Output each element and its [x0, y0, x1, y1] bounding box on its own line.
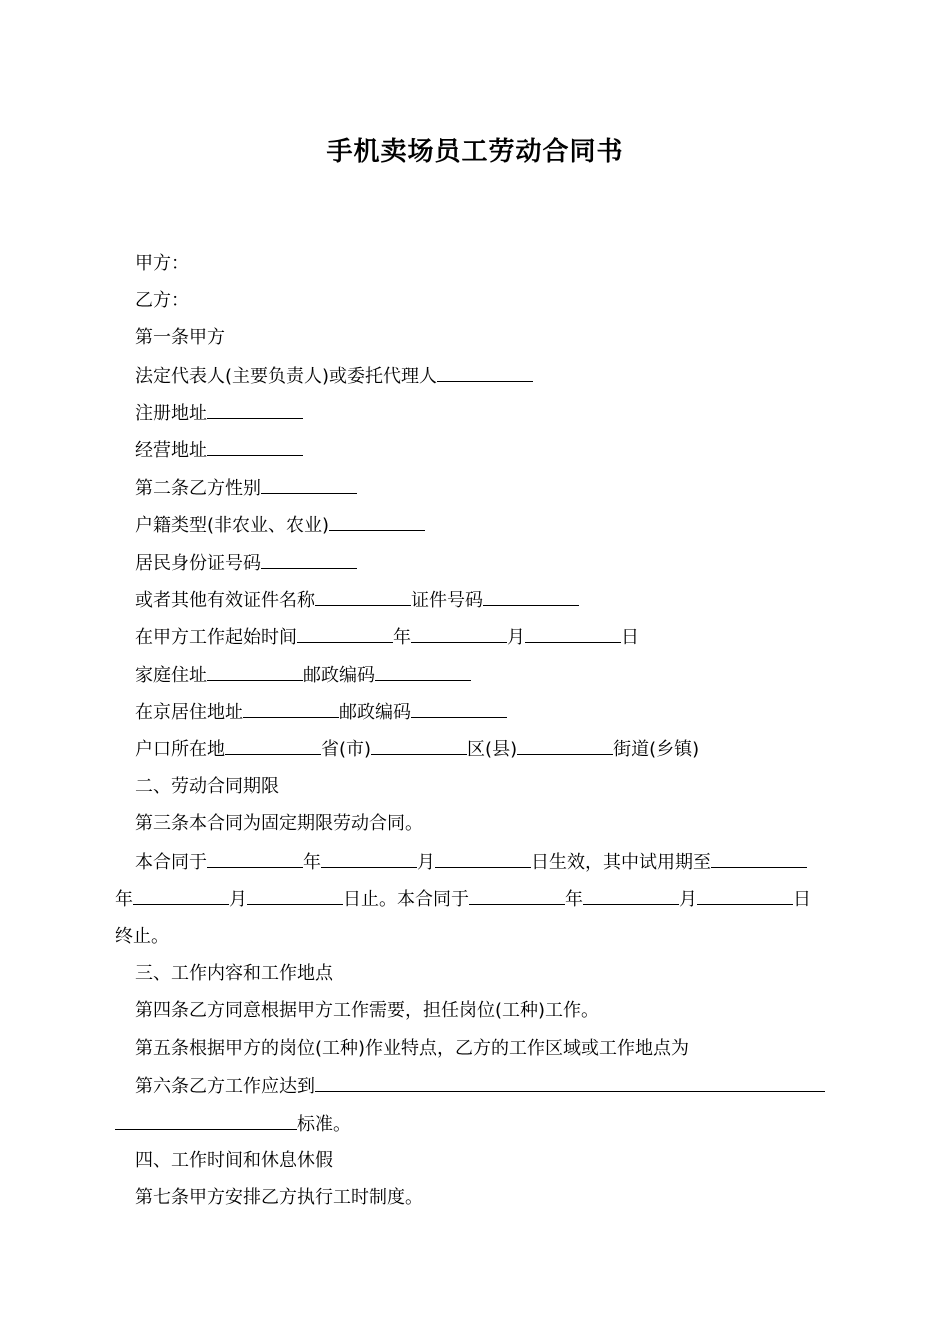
- article-5-line: [135, 1036, 689, 1062]
- section-2-text: 二、劳动合同期限: [135, 776, 279, 797]
- blank-field: [411, 699, 507, 718]
- other-id-name-label: 或者其他有效证件名称: [135, 590, 315, 611]
- article-6-text: 第六条乙方工作应达到: [135, 1076, 315, 1097]
- district-label: 区(县): [467, 739, 518, 760]
- blank-field: [437, 363, 533, 382]
- legal-representative-label: 法定代表人(主要负责人)或委托代理人: [135, 366, 438, 387]
- blank-field: [315, 1073, 825, 1092]
- legal-representative-line: [135, 363, 533, 390]
- blank-field: [261, 475, 357, 494]
- blank-field: [375, 662, 471, 681]
- year-label: 年: [303, 852, 321, 873]
- blank-field: [133, 886, 229, 905]
- blank-field: [321, 849, 417, 868]
- blank-field: [207, 400, 303, 419]
- blank-field: [261, 550, 357, 569]
- article-6-continuation: [115, 1111, 351, 1138]
- blank-field: [411, 624, 507, 643]
- effective-label: 日生效，其中试用期至: [531, 852, 711, 873]
- standard-label: 标准。: [297, 1114, 351, 1135]
- blank-field: [329, 512, 425, 531]
- blank-field: [469, 886, 565, 905]
- beijing-address-label: 在京居住地址: [135, 702, 243, 723]
- household-type-line: [135, 512, 425, 539]
- blank-field: [297, 624, 393, 643]
- blank-field: [435, 849, 531, 868]
- article-4-line: [135, 998, 599, 1024]
- article-6-line: [135, 1073, 825, 1100]
- article-3-text: 第三条本合同为固定期限劳动合同。: [135, 813, 423, 834]
- article-7-line: [135, 1185, 423, 1211]
- blank-field: [697, 886, 793, 905]
- gender-label: 第二条乙方性别: [135, 478, 261, 499]
- article-7-text: 第七条甲方安排乙方执行工时制度。: [135, 1187, 423, 1208]
- contract-from-label: 本合同于: [135, 852, 207, 873]
- day-label: 日: [793, 889, 811, 910]
- article-4-text: 第四条乙方同意根据甲方工作需要，担任岗位(工种)工作。: [135, 1000, 600, 1021]
- home-address-label: 家庭住址: [135, 665, 207, 686]
- gender-line: [135, 475, 357, 502]
- section-3-heading: [135, 961, 333, 987]
- household-registration-label: 户口所在地: [135, 739, 225, 760]
- blank-field: [207, 662, 303, 681]
- year-label: 年: [393, 627, 411, 648]
- postal-code-label: 邮政编码: [303, 665, 375, 686]
- month-label: 月: [229, 889, 247, 910]
- article-1-text: 第一条甲方: [135, 327, 225, 348]
- blank-field: [115, 1111, 297, 1130]
- document-title: 手机卖场员工劳动合同书: [326, 137, 624, 167]
- contract-term-line-1: [135, 849, 807, 876]
- blank-field: [483, 587, 579, 606]
- year-label: 年: [565, 889, 583, 910]
- contract-term-line-2: [115, 886, 811, 913]
- postal-code-label: 邮政编码: [339, 702, 411, 723]
- registered-address-label: 注册地址: [135, 403, 207, 424]
- party-a-label: 甲方：: [135, 253, 189, 274]
- id-number-line: [135, 550, 357, 577]
- article-1-heading: [135, 325, 225, 351]
- business-address-label: 经营地址: [135, 440, 207, 461]
- year-label: 年: [115, 889, 133, 910]
- blank-field: [207, 437, 303, 456]
- start-date-label: 在甲方工作起始时间: [135, 627, 297, 648]
- other-id-number-label: 证件号码: [411, 590, 483, 611]
- household-registration-line: [135, 736, 699, 763]
- blank-field: [207, 849, 303, 868]
- registered-address-line: [135, 400, 303, 427]
- business-address-line: [135, 437, 303, 464]
- blank-field: [711, 849, 807, 868]
- beijing-address-line: [135, 699, 507, 726]
- other-id-line: [135, 587, 579, 614]
- month-label: 月: [417, 852, 435, 873]
- blank-field: [525, 624, 621, 643]
- month-label: 月: [679, 889, 697, 910]
- party-a-line: [135, 251, 189, 277]
- section-3-text: 三、工作内容和工作地点: [135, 963, 333, 984]
- party-b-label: 乙方：: [135, 290, 189, 311]
- section-4-heading: [135, 1148, 333, 1174]
- party-b-line: [135, 288, 189, 314]
- article-3-line: [135, 811, 423, 837]
- province-label: 省(市): [321, 739, 372, 760]
- home-address-line: [135, 662, 471, 689]
- id-number-label: 居民身份证号码: [135, 553, 261, 574]
- section-4-text: 四、工作时间和休息休假: [135, 1150, 333, 1171]
- termination-text: 终止。: [115, 926, 169, 947]
- section-2-heading: [135, 774, 279, 800]
- blank-field: [583, 886, 679, 905]
- blank-field: [225, 736, 321, 755]
- month-label: 月: [507, 627, 525, 648]
- day-label: 日: [621, 627, 639, 648]
- start-date-line: [135, 624, 639, 651]
- blank-field: [247, 886, 343, 905]
- blank-field: [315, 587, 411, 606]
- household-type-label: 户籍类型(非农业、农业): [135, 515, 330, 536]
- blank-field: [371, 736, 467, 755]
- blank-field: [517, 736, 613, 755]
- blank-field: [243, 699, 339, 718]
- article-5-text: 第五条根据甲方的岗位(工种)作业特点，乙方的工作区域或工作地点为: [135, 1038, 690, 1059]
- day-end-label: 日止。本合同于: [343, 889, 469, 910]
- street-label: 街道(乡镇): [613, 739, 700, 760]
- contract-term-line-3: [115, 924, 169, 950]
